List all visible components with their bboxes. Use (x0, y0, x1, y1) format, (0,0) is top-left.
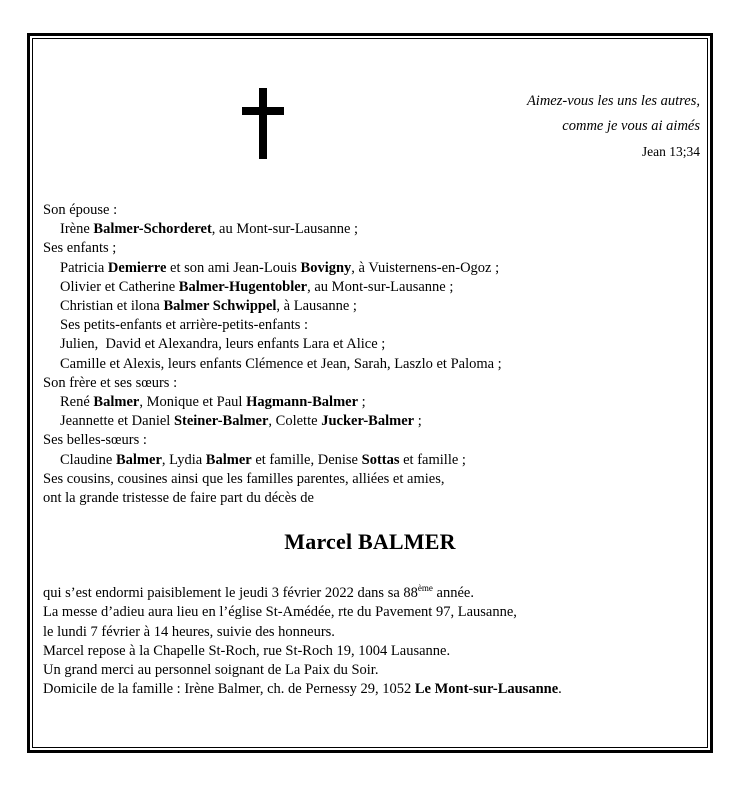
text-segment: . (558, 681, 562, 698)
text-segment: , au Mont-sur-Lausanne ; (307, 278, 454, 295)
family-line (43, 451, 693, 470)
text-segment: Ses enfants ; (43, 240, 117, 257)
text-segment: et famille ; (399, 451, 466, 468)
cross-icon (242, 88, 284, 159)
cross-vertical-bar (259, 88, 267, 159)
text-segment: Irène (60, 221, 94, 238)
text-segment: Un grand merci au personnel soignant de La Paix du Soir. (43, 662, 379, 679)
details-line (43, 623, 693, 642)
family-list (43, 201, 693, 508)
details-line (43, 584, 693, 603)
text-segment: le lundi 7 février à 14 heures, suivie des honneurs. (43, 623, 335, 640)
family-line (43, 297, 693, 316)
surname-bold: Jucker-Balmer (321, 413, 415, 430)
family-line (43, 278, 693, 297)
details-line (43, 661, 693, 680)
surname-bold: Bovigny (300, 259, 352, 276)
surname-bold: Hagmann-Balmer (246, 394, 359, 411)
surname-bold: Sottas (361, 451, 400, 468)
text-segment: Camille et Alexis, leurs enfants Clémence et Jean, Sarah, Laszlo et Paloma ; (60, 355, 502, 372)
text-segment: Claudine (60, 451, 116, 468)
text-segment: et famille, Denise (251, 451, 362, 468)
text-segment: ; (358, 394, 366, 411)
surname-bold: Le Mont-sur-Lausanne (414, 681, 559, 698)
details-line (43, 603, 693, 622)
text-segment: Ses petits-enfants et arrière-petits-enfants : (60, 317, 309, 334)
text-segment: , Monique et Paul (139, 394, 247, 411)
surname-bold: Balmer Schwippel (163, 298, 277, 315)
surname-bold: Steiner-Balmer (173, 413, 269, 430)
text-segment: La messe d’adieu aura lieu en l’église St-Amédée, rte du Pavement 97, Lausanne, (43, 604, 517, 621)
text-segment: René (60, 394, 94, 411)
text-segment: Julien, David et Alexandra, leurs enfants Lara et Alice ; (60, 336, 386, 353)
quote-line-2: comme je vous ai aimés (562, 117, 700, 134)
surname-bold: Balmer (93, 394, 140, 411)
text-segment: Jeannette et Daniel (60, 413, 174, 430)
text-segment: qui s’est endormi paisiblement le jeudi 3 février 2022 dans sa 88 (43, 585, 418, 601)
details-line (43, 680, 693, 699)
ordinal-superscript: ème (417, 583, 433, 594)
family-line (43, 335, 693, 354)
family-line (43, 489, 693, 508)
text-segment: Ses belles-sœurs : (43, 432, 147, 449)
family-line (43, 431, 693, 450)
details-line (43, 642, 693, 661)
family-line (43, 259, 693, 278)
text-segment: Patricia (60, 259, 108, 276)
surname-bold: Balmer (115, 451, 162, 468)
text-segment: Ses cousins, cousines ainsi que les familles parentes, alliées et amies, (43, 470, 445, 487)
family-line (43, 201, 693, 220)
text-segment: Marcel repose à la Chapelle St-Roch, rue St-Roch 19, 1004 Lausanne. (43, 642, 451, 659)
surname-bold: Balmer-Hugentobler (178, 278, 308, 295)
text-segment: Son frère et ses sœurs : (43, 374, 178, 391)
text-segment: ont la grande tristesse de faire part du décès de (43, 490, 314, 507)
text-segment: , à Lausanne ; (276, 298, 357, 315)
text-segment: Son épouse : (43, 202, 118, 218)
quote-reference: Jean 13;34 (641, 144, 700, 159)
text-segment: année. (432, 585, 474, 601)
text-segment: Olivier et Catherine (60, 278, 179, 295)
text-segment: et son ami Jean-Louis (166, 259, 301, 276)
family-line (43, 239, 693, 258)
quote-line-1: Aimez-vous les uns les autres, (526, 93, 700, 109)
cross-horizontal-bar (242, 107, 284, 115)
deceased-name: Marcel BALMER (284, 529, 456, 554)
text-segment: , Colette (268, 413, 322, 430)
scripture-quote (527, 89, 700, 162)
family-line (43, 355, 693, 374)
text-segment: ; (414, 413, 422, 430)
text-segment: , à Vuisternens-en-Ogoz ; (351, 259, 500, 276)
surname-bold: Balmer (205, 451, 252, 468)
family-line (43, 470, 693, 489)
family-line (43, 412, 693, 431)
surname-bold: Balmer-Schorderet (93, 221, 212, 238)
family-line (43, 316, 693, 335)
family-line (43, 374, 693, 393)
surname-bold: Demierre (107, 259, 167, 276)
text-segment: Domicile de la famille : Irène Balmer, ch. de Pernessy 29, 1052 (43, 681, 415, 698)
text-segment: , au Mont-sur-Lausanne ; (211, 221, 359, 238)
text-segment: Christian et ilona (60, 298, 164, 315)
funeral-details (43, 584, 693, 700)
family-line (43, 220, 693, 239)
text-segment: , Lydia (161, 451, 206, 468)
family-line (43, 393, 693, 412)
